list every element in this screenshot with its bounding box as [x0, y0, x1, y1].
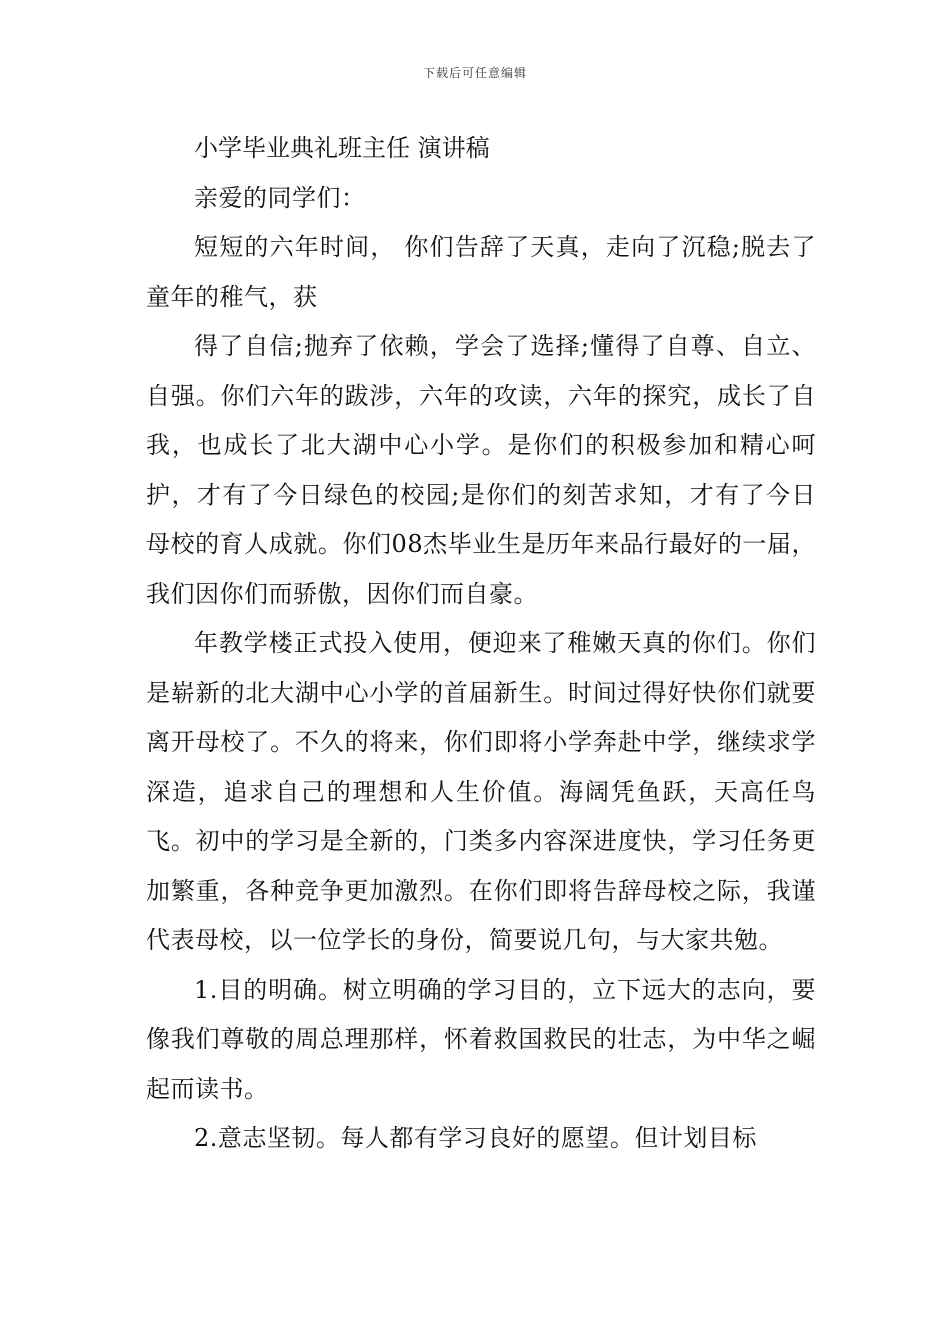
page-header: 下载后可任意编辑 [422, 66, 527, 80]
list-item-paragraph: 2.意志坚韧。每人都有学习良好的愿望。但计划目标 [194, 1124, 757, 1152]
salutation-paragraph: 亲爱的同学们： [194, 183, 366, 212]
document-title: 小学毕业典礼班主任 演讲稿 [194, 134, 490, 162]
document-body [146, 124, 816, 1164]
body-paragraph: 年教学楼正式投入使用，便迎来了稚嫩天真的你们。你们是崭新的北大湖中心小学的首届新生。时间过得好快你们就要离开母校了。不久的将来，你们即将小学奔赴中学，继续求学深造，追求自己的理想和人生价值。海阔凭鱼跃，天高任鸟飞。初中的学习是全新的，门类多内容深进度快，学习任务更加繁重，各种竞争更加激烈。在你们即将告辞母校之际，我谨代表母校，以一位学长的身份，简要说几句，与大家共勉。 [146, 629, 816, 954]
list-item-paragraph: 1.目的明确。树立明确的学习目的，立下远大的志向，要像我们尊敬的周总理那样，怀着救国救民的壮志，为中华之崛起而读书。 [146, 975, 816, 1103]
body-paragraph: 得了自信;抛弃了依赖，学会了选择;懂得了自尊、自立、自强。你们六年的跋涉，六年的攻读，六年的探究，成长了自我，也成长了北大湖中心小学。是你们的积极参加和精心呵护，才有了今日绿色的校园;是你们的刻苦求知，才有了今日母校的育人成就。你们08杰毕业生是历年来品行最好的一届，我们因你们而骄傲，因你们而自豪。 [146, 332, 816, 608]
body-paragraph: 短短的六年时间， 你们告辞了天真，走向了沉稳;脱去了童年的稚气，获 [146, 233, 816, 311]
